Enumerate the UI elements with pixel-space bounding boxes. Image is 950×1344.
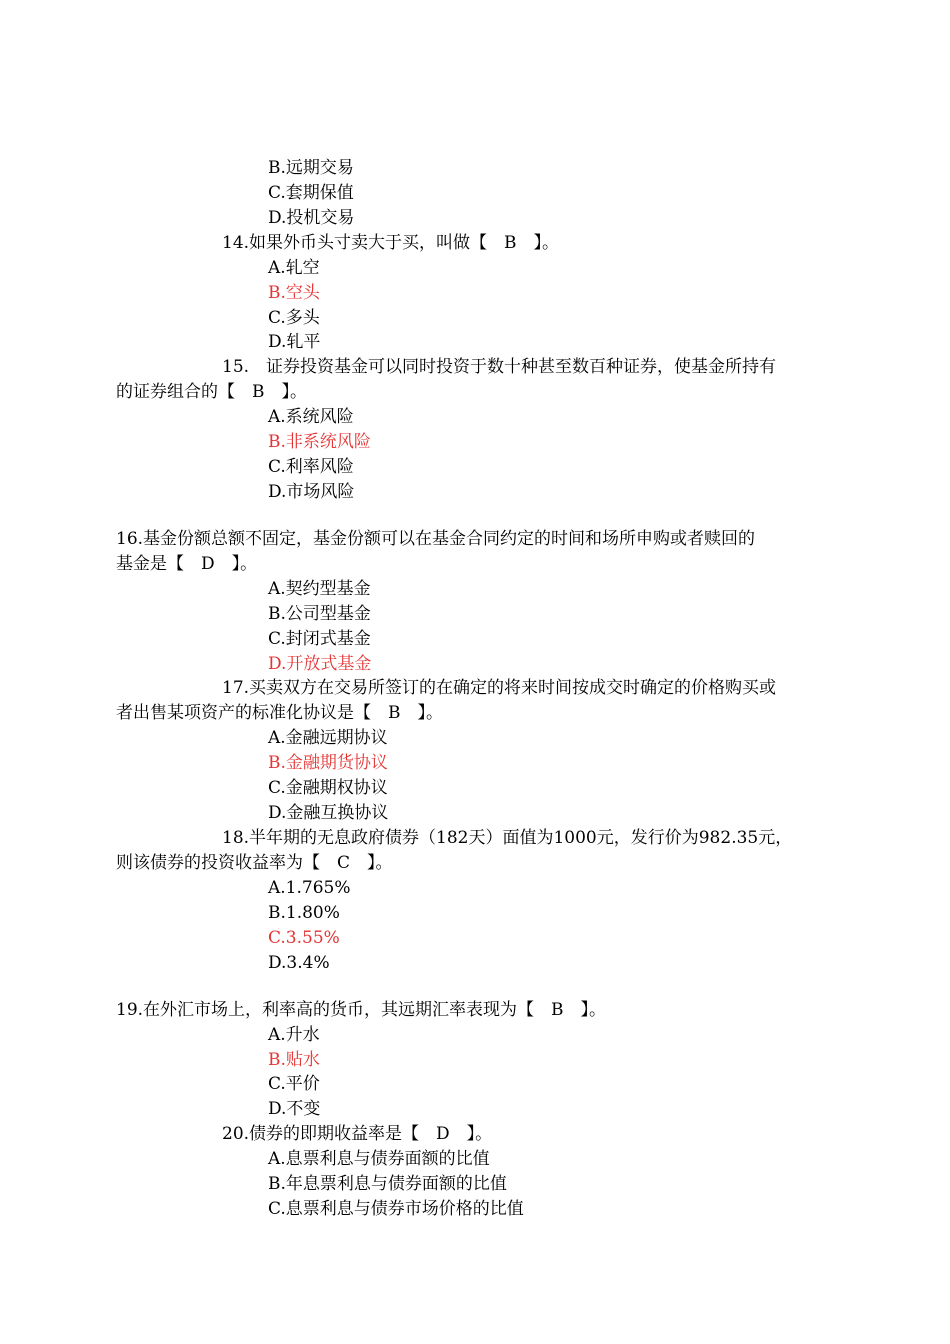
q19-option-a: A.升水 bbox=[268, 1025, 320, 1045]
q17-stem-line1: 17.买卖双方在交易所签订的在确定的将来时间按成交时确定的价格购买或 bbox=[222, 678, 777, 698]
q16-option-c: C.封闭式基金 bbox=[268, 629, 371, 649]
q19-option-d: D.不变 bbox=[268, 1099, 321, 1119]
q18-option-b: B.1.80% bbox=[268, 903, 340, 923]
q14-stem: 14.如果外币头寸卖大于买，叫做【 B 】。 bbox=[222, 233, 560, 253]
q18-option-a: A.1.765% bbox=[268, 878, 351, 898]
q16-option-a: A.契约型基金 bbox=[268, 579, 371, 599]
q15-option-b-answer: B.非系统风险 bbox=[268, 432, 371, 452]
q20-stem: 20.债券的即期收益率是【 D 】。 bbox=[222, 1124, 493, 1144]
q15-option-d: D.市场风险 bbox=[268, 482, 355, 502]
q14-option-b-answer: B.空头 bbox=[268, 283, 320, 303]
q15-option-a: A.系统风险 bbox=[268, 407, 354, 427]
q16-option-b: B.公司型基金 bbox=[268, 604, 371, 624]
q16-stem-line2: 基金是【 D 】。 bbox=[116, 554, 258, 574]
q19-stem: 19.在外汇市场上，利率高的货币，其远期汇率表现为【 B 】。 bbox=[116, 1000, 607, 1020]
q17-stem-line2: 者出售某项资产的标准化协议是【 B 】。 bbox=[116, 703, 443, 723]
q15-stem-line1: 15. 证券投资基金可以同时投资于数十种甚至数百种证券，使基金所持有 bbox=[222, 357, 777, 377]
q20-option-b: B.年息票利息与债券面额的比值 bbox=[268, 1174, 507, 1194]
q13-option-b: B.远期交易 bbox=[268, 158, 354, 178]
q18-stem-line1: 18.半年期的无息政府债券（182天）面值为1000元，发行价为982.35元， bbox=[222, 828, 793, 848]
q16-option-d-answer: D.开放式基金 bbox=[268, 654, 372, 674]
q17-option-c: C.金融期权协议 bbox=[268, 778, 388, 798]
q14-option-a: A.轧空 bbox=[268, 258, 320, 278]
q15-option-c: C.利率风险 bbox=[268, 457, 354, 477]
q13-option-d: D.投机交易 bbox=[268, 208, 355, 228]
q18-option-d: D.3.4% bbox=[268, 953, 330, 973]
q18-option-c-answer: C.3.55% bbox=[268, 928, 340, 948]
q13-option-c: C.套期保值 bbox=[268, 183, 354, 203]
q16-stem-line1: 16.基金份额总额不固定，基金份额可以在基金合同约定的时间和场所申购或者赎回的 bbox=[116, 529, 756, 549]
q15-stem-line2: 的证券组合的【 B 】。 bbox=[116, 382, 307, 402]
q17-option-b-answer: B.金融期货协议 bbox=[268, 753, 388, 773]
q19-option-c: C.平价 bbox=[268, 1074, 320, 1094]
q17-option-d: D.金融互换协议 bbox=[268, 803, 389, 823]
q14-option-d: D.轧平 bbox=[268, 332, 321, 352]
q14-option-c: C.多头 bbox=[268, 308, 320, 328]
q19-option-b-answer: B.贴水 bbox=[268, 1050, 320, 1070]
q18-stem-line2: 则该债券的投资收益率为【 C 】。 bbox=[116, 853, 393, 873]
q17-option-a: A.金融远期协议 bbox=[268, 728, 388, 748]
q20-option-c: C.息票利息与债券市场价格的比值 bbox=[268, 1199, 524, 1219]
q20-option-a: A.息票利息与债券面额的比值 bbox=[268, 1149, 490, 1169]
